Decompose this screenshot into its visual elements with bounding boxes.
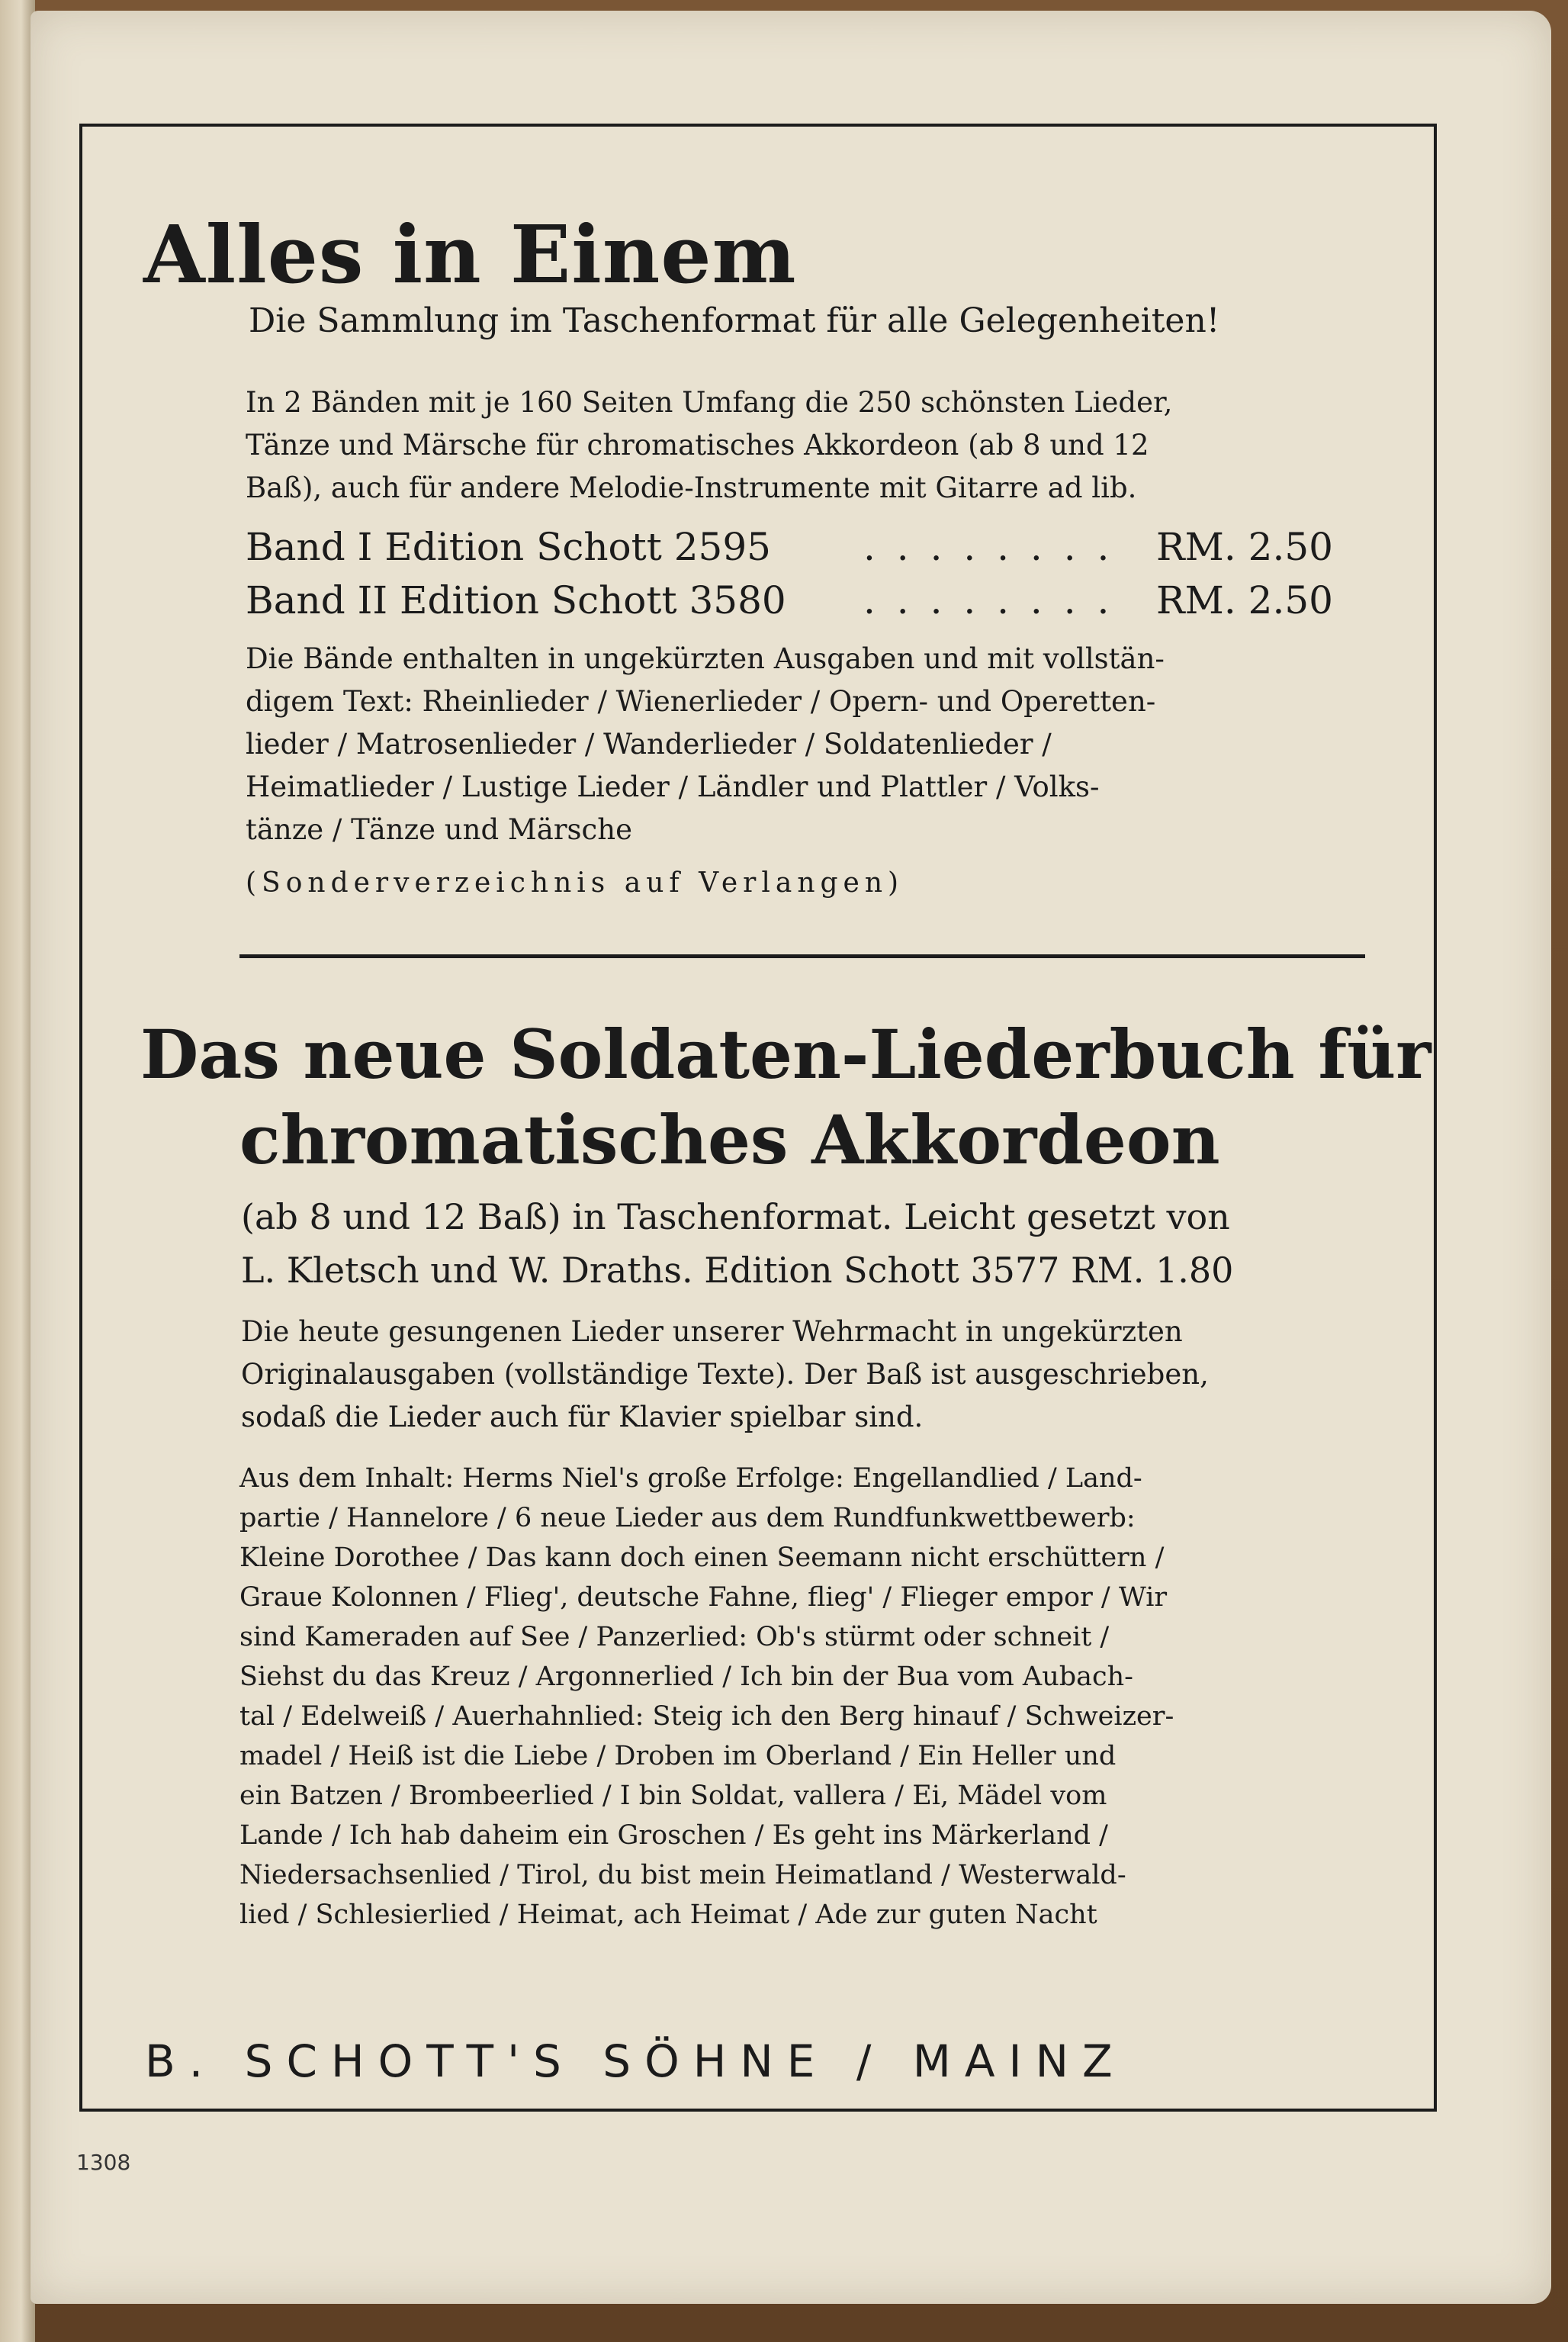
section2-description-line: sodaß die Lieder auch für Klavier spielbar sind. bbox=[241, 1401, 924, 1433]
section2-title-line1: Das neue Soldaten-Liederbuch für bbox=[140, 1015, 1431, 1094]
section1-title: Alles in Einem bbox=[143, 207, 797, 301]
publisher-imprint: B. SCHOTT'S SÖHNE / MAINZ bbox=[145, 2035, 1126, 2087]
band-2-leader-dots: . . . . . . . . bbox=[863, 578, 1114, 622]
section2-description-line: Originalausgaben (vollständige Texte). Der Baß ist ausgeschrieben, bbox=[241, 1358, 1209, 1391]
section1-contents-line: Die Bände enthalten in ungekürzten Ausgaben und mit vollstän- bbox=[246, 642, 1165, 675]
section1-description-line: Baß), auch für andere Melodie-Instrumente mit Gitarre ad lib. bbox=[246, 471, 1137, 504]
section2-title-line2: chromatisches Akkordeon bbox=[239, 1100, 1220, 1179]
section2-contents-line: lied / Schlesierlied / Heimat, ach Heimat / Ade zur guten Nacht bbox=[239, 1900, 1097, 1930]
section2-contents-line: madel / Heiß ist die Liebe / Droben im Oberland / Ein Heller und bbox=[239, 1741, 1117, 1771]
section1-contents-line: digem Text: Rheinlieder / Wienerlieder / Opern- und Operetten- bbox=[246, 685, 1156, 718]
section2-description-line: Die heute gesungenen Lieder unserer Wehrmacht in ungekürzten bbox=[241, 1315, 1183, 1348]
section2-contents-line: Kleine Dorothee / Das kann doch einen Seemann nicht erschüttern / bbox=[239, 1543, 1165, 1573]
band-1-leader-dots: . . . . . . . . bbox=[863, 525, 1114, 569]
section2-contents-line: Lande / Ich hab daheim ein Groschen / Es geht ins Märkerland / bbox=[239, 1820, 1108, 1851]
section2-contents-line: Aus dem Inhalt: Herms Niel's große Erfolge: Engellandlied / Land- bbox=[239, 1463, 1142, 1494]
section1-description-line: Tänze und Märsche für chromatisches Akkordeon (ab 8 und 12 bbox=[246, 429, 1149, 462]
section2-contents-line: partie / Hannelore / 6 neue Lieder aus dem Rundfunkwettbewerb: bbox=[239, 1503, 1136, 1533]
band-1-price: RM. 2.50 bbox=[1156, 525, 1333, 569]
section2-contents-line: tal / Edelweiß / Auerhahnlied: Steig ich den Berg hinauf / Schweizer- bbox=[239, 1701, 1174, 1732]
section1-contents-line: lieder / Matrosenlieder / Wanderlieder / Soldatenlieder / bbox=[246, 728, 1052, 761]
band-2-label: Band II Edition Schott 3580 bbox=[246, 578, 786, 622]
section2-contents-line: Siehst du das Kreuz / Argonnerlied / Ich bin der Bua vom Aubach- bbox=[239, 1662, 1133, 1692]
section1-contents-line: Heimatlieder / Lustige Lieder / Ländler und Plattler / Volks- bbox=[246, 770, 1100, 803]
page-number: 1308 bbox=[76, 2150, 131, 2175]
section2-contents-line: sind Kameraden auf See / Panzerlied: Ob's stürmt oder schneit / bbox=[239, 1622, 1110, 1652]
band-1-label: Band I Edition Schott 2595 bbox=[246, 525, 771, 569]
section2-contents-line: Graue Kolonnen / Flieg', deutsche Fahne, flieg' / Flieger empor / Wir bbox=[239, 1582, 1168, 1613]
section1-contents-line: tänze / Tänze und Märsche bbox=[246, 813, 632, 846]
section1-subtitle: Die Sammlung im Taschenformat für alle Gelegenheiten! bbox=[249, 301, 1220, 340]
section2-contents-line: ein Batzen / Brombeerlied / I bin Soldat, vallera / Ei, Mädel vom bbox=[239, 1781, 1107, 1811]
section1-description-line: In 2 Bänden mit je 160 Seiten Umfang die 250 schönsten Lieder, bbox=[246, 386, 1173, 419]
section2-intro-line: (ab 8 und 12 Baß) in Taschenformat. Leicht gesetzt von bbox=[241, 1196, 1230, 1237]
catalog-note: (Sonderverzeichnis auf Verlangen) bbox=[246, 867, 904, 899]
section-divider bbox=[239, 954, 1365, 958]
band-2-price: RM. 2.50 bbox=[1156, 578, 1333, 622]
section2-intro-line: L. Kletsch und W. Draths. Edition Schott 3577 RM. 1.80 bbox=[241, 1250, 1234, 1291]
section2-contents-line: Niedersachsenlied / Tirol, du bist mein Heimatland / Westerwald- bbox=[239, 1860, 1126, 1890]
